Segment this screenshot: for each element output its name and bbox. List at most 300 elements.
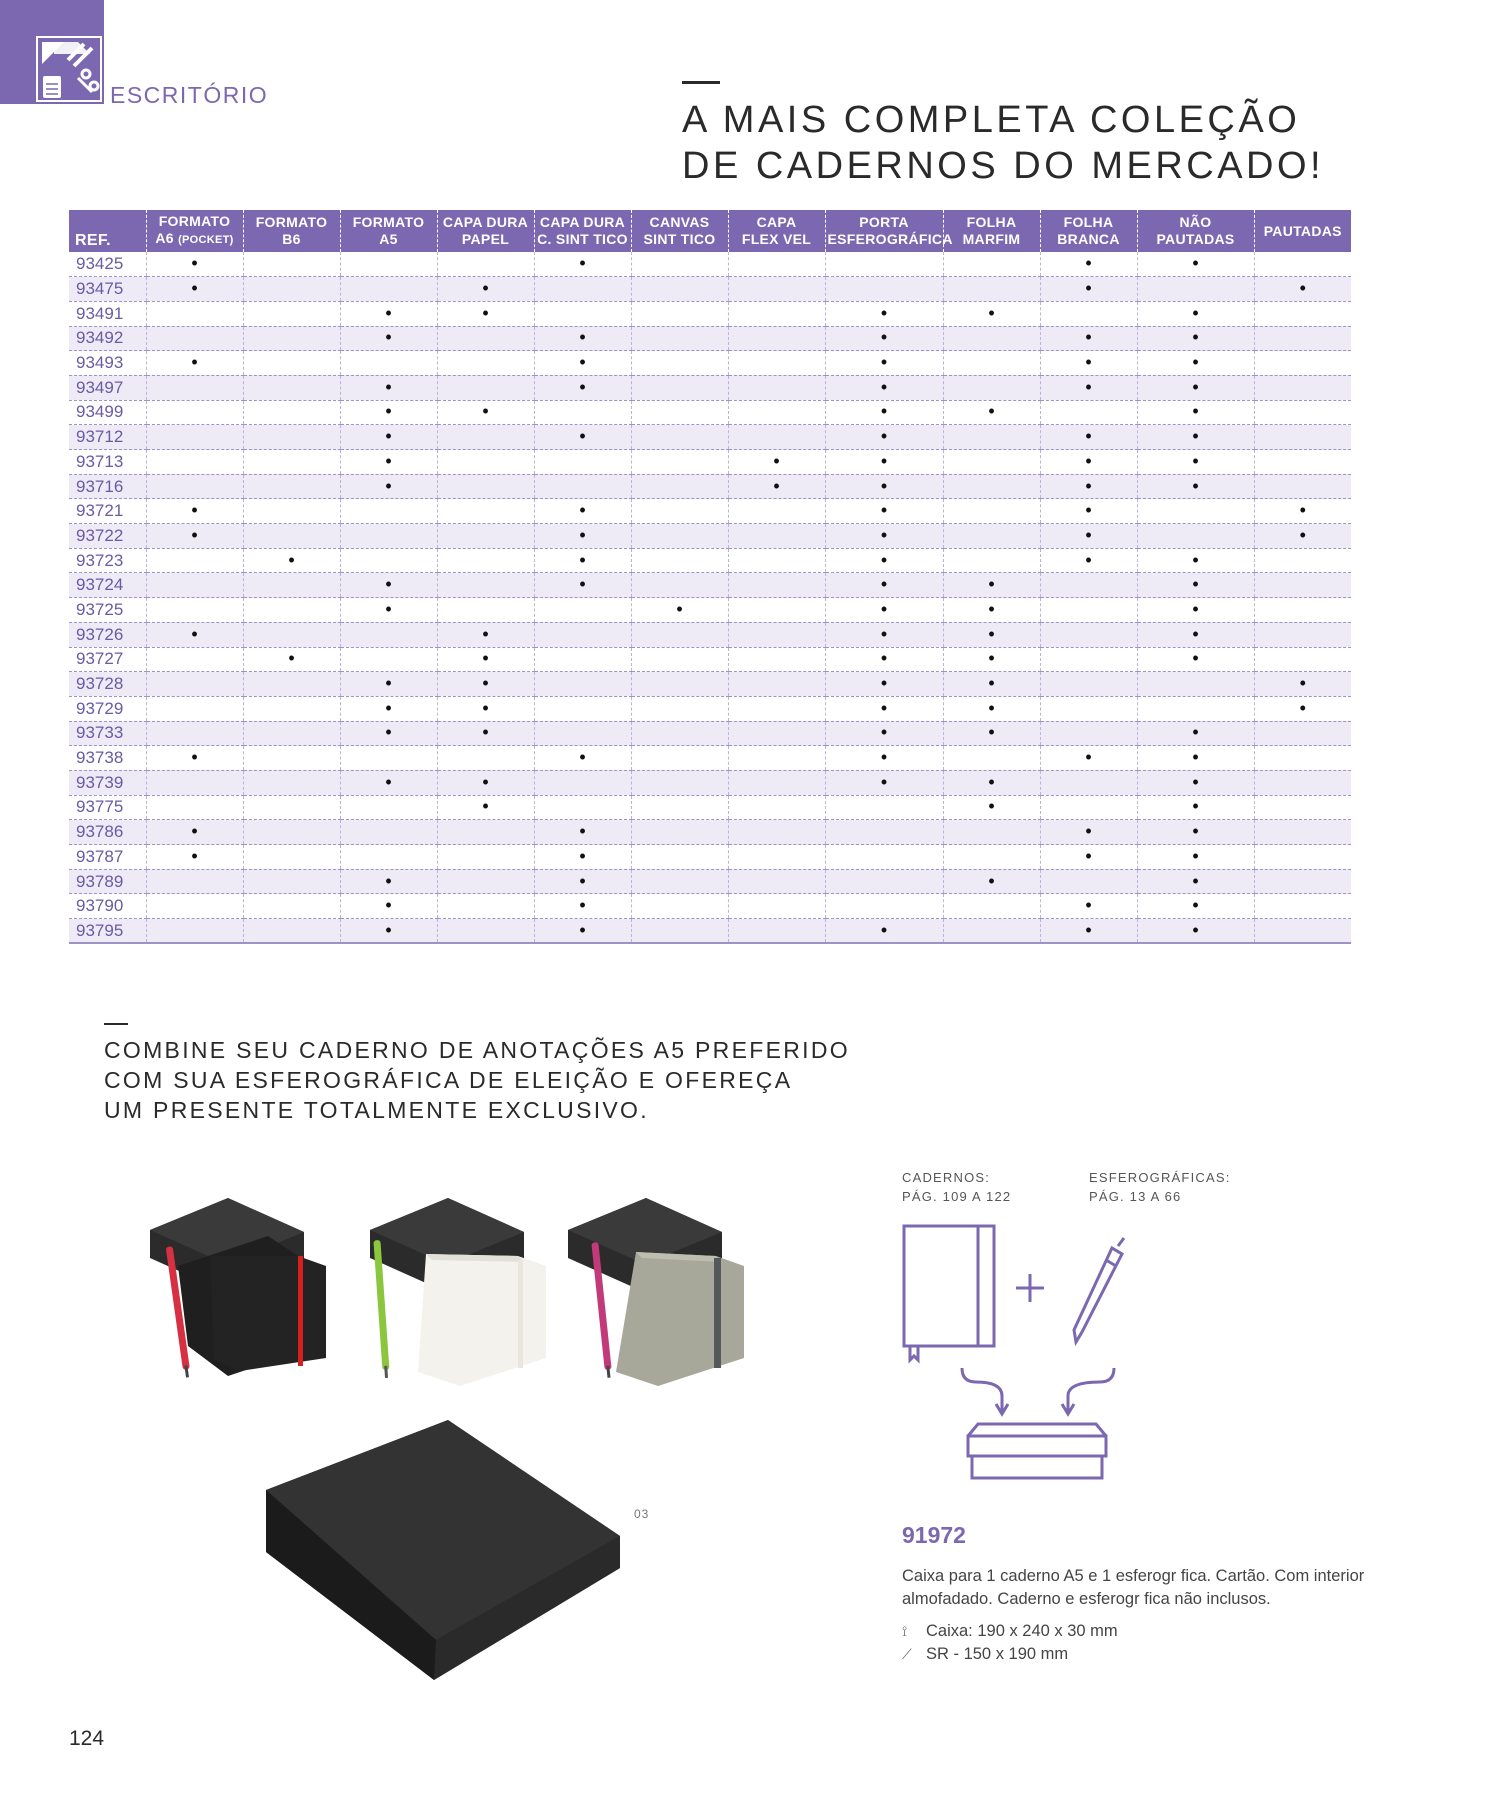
feature-cell <box>1040 598 1137 623</box>
feature-cell <box>1254 400 1351 425</box>
feature-mark: • <box>1192 253 1199 274</box>
ref-cell: 93733 <box>69 721 146 746</box>
feature-cell <box>243 746 340 771</box>
feature-mark: • <box>1085 821 1092 842</box>
feature-cell <box>146 326 243 351</box>
feature-cell <box>825 721 943 746</box>
feature-cell <box>340 696 437 721</box>
feature-mark: • <box>385 870 392 891</box>
table-row <box>69 400 1351 425</box>
feature-cell <box>1254 375 1351 400</box>
feature-cell <box>1137 622 1254 647</box>
feature-cell <box>631 845 728 870</box>
feature-cell <box>1254 573 1351 598</box>
feature-cell <box>437 375 534 400</box>
features-table <box>69 210 1351 944</box>
feature-mark: • <box>880 450 888 471</box>
feature-cell <box>943 375 1040 400</box>
feature-cell <box>1040 277 1137 302</box>
feature-cell <box>534 400 631 425</box>
feature-cell <box>1137 770 1254 795</box>
notebooks-ref-label: CADERNOS: <box>902 1170 991 1185</box>
feature-cell <box>631 598 728 623</box>
feature-cell <box>1040 425 1137 450</box>
feature-cell <box>1137 252 1254 277</box>
feature-cell <box>146 375 243 400</box>
feature-cell <box>437 400 534 425</box>
feature-mark: • <box>385 697 392 718</box>
combine-line-2: COM SUA ESFEROGRÁFICA DE ELEIÇÃO E OFEREÇA <box>104 1067 793 1093</box>
ref-cell: 93713 <box>69 450 146 475</box>
combine-diagram <box>896 1218 1156 1493</box>
feature-cell <box>728 795 825 820</box>
feature-cell <box>437 326 534 351</box>
feature-cell <box>243 548 340 573</box>
feature-cell <box>534 598 631 623</box>
feature-cell <box>728 548 825 573</box>
feature-cell <box>728 400 825 425</box>
feature-cell <box>1040 548 1137 573</box>
feature-cell <box>534 277 631 302</box>
feature-mark: • <box>482 401 489 422</box>
feature-cell <box>534 622 631 647</box>
feature-cell <box>1254 770 1351 795</box>
feature-cell <box>1254 598 1351 623</box>
feature-cell <box>1137 894 1254 919</box>
feature-cell <box>1254 795 1351 820</box>
feature-mark: • <box>385 895 392 916</box>
feature-cell <box>943 548 1040 573</box>
feature-mark: • <box>880 401 888 422</box>
column-header-line-1: CAPA DURA <box>442 214 529 230</box>
feature-cell <box>243 573 340 598</box>
feature-cell <box>825 622 943 647</box>
feature-cell <box>631 375 728 400</box>
feature-cell <box>146 869 243 894</box>
feature-cell <box>243 845 340 870</box>
feature-mark: • <box>988 574 995 595</box>
feature-cell <box>1040 375 1137 400</box>
feature-cell <box>1040 820 1137 845</box>
feature-cell <box>534 425 631 450</box>
feature-cell <box>825 820 943 845</box>
ref-cell: 93789 <box>69 869 146 894</box>
feature-mark: • <box>1085 475 1092 496</box>
feature-mark: • <box>1085 919 1092 940</box>
ref-cell: 93497 <box>69 375 146 400</box>
table-row <box>69 450 1351 475</box>
feature-cell <box>1040 326 1137 351</box>
feature-mark: • <box>579 821 586 842</box>
feature-cell <box>825 425 943 450</box>
feature-cell <box>943 696 1040 721</box>
feature-cell <box>728 375 825 400</box>
feature-cell <box>728 696 825 721</box>
feature-mark: • <box>579 919 586 940</box>
feature-mark: • <box>482 796 489 817</box>
feature-cell <box>825 524 943 549</box>
feature-mark: • <box>1192 450 1199 471</box>
feature-mark: • <box>385 450 392 471</box>
feature-cell <box>1137 845 1254 870</box>
feature-cell <box>825 894 943 919</box>
feature-mark: • <box>880 352 888 373</box>
feature-mark: • <box>1085 278 1092 299</box>
column-header-line-1: FORMATO <box>255 214 328 230</box>
feature-cell <box>534 450 631 475</box>
feature-cell <box>631 795 728 820</box>
feature-cell <box>631 548 728 573</box>
feature-cell <box>146 919 243 944</box>
column-header-line-2: B6 <box>282 231 301 247</box>
feature-mark: • <box>880 426 888 447</box>
feature-mark: • <box>1192 376 1199 397</box>
feature-cell <box>1137 696 1254 721</box>
ref-cell: 93492 <box>69 326 146 351</box>
feature-mark: • <box>1192 549 1199 570</box>
feature-cell <box>728 351 825 376</box>
column-header-line-2: SINT TICO <box>643 231 716 247</box>
feature-mark: • <box>385 327 392 348</box>
feature-cell <box>437 301 534 326</box>
feature-cell <box>825 746 943 771</box>
feature-cell <box>1137 277 1254 302</box>
table-row <box>69 746 1351 771</box>
ref-cell: 93738 <box>69 746 146 771</box>
feature-cell <box>534 820 631 845</box>
feature-cell <box>534 326 631 351</box>
feature-cell <box>631 696 728 721</box>
feature-mark: • <box>191 623 198 644</box>
feature-mark: • <box>1192 623 1199 644</box>
feature-cell <box>1040 696 1137 721</box>
headline-line-1: A MAIS COMPLETA COLEÇÃO <box>682 99 1301 141</box>
gift-box-icon <box>968 1424 1106 1478</box>
feature-cell <box>1137 598 1254 623</box>
feature-cell <box>243 647 340 672</box>
feature-cell <box>243 351 340 376</box>
feature-cell <box>534 474 631 499</box>
table-row <box>69 524 1351 549</box>
feature-cell <box>1254 894 1351 919</box>
feature-mark: • <box>579 845 586 866</box>
feature-cell <box>146 474 243 499</box>
table-row <box>69 770 1351 795</box>
feature-cell <box>1137 820 1254 845</box>
feature-cell <box>243 672 340 697</box>
feature-mark: • <box>773 475 780 496</box>
feature-cell <box>825 598 943 623</box>
ref-cell: 93727 <box>69 647 146 672</box>
column-header-note: (POCKET) <box>178 234 234 246</box>
feature-cell <box>943 647 1040 672</box>
feature-cell <box>1137 400 1254 425</box>
feature-mark: • <box>880 771 888 792</box>
feature-mark: • <box>1192 870 1199 891</box>
feature-cell <box>146 894 243 919</box>
feature-cell <box>340 425 437 450</box>
feature-cell <box>437 499 534 524</box>
feature-cell <box>534 524 631 549</box>
feature-cell <box>943 301 1040 326</box>
feature-cell <box>825 696 943 721</box>
column-header <box>146 210 243 252</box>
feature-mark: • <box>1192 598 1199 619</box>
ref-cell: 93795 <box>69 919 146 944</box>
feature-cell <box>437 548 534 573</box>
feature-mark: • <box>988 722 995 743</box>
table-row <box>69 894 1351 919</box>
feature-cell <box>631 351 728 376</box>
feature-mark: • <box>1085 747 1092 768</box>
table-row <box>69 548 1351 573</box>
feature-cell <box>437 721 534 746</box>
column-header-line-2: MARFIM <box>962 231 1021 247</box>
feature-cell <box>943 770 1040 795</box>
feature-mark: • <box>482 722 489 743</box>
feature-cell <box>1254 845 1351 870</box>
feature-cell <box>631 622 728 647</box>
feature-cell <box>631 919 728 944</box>
column-header-line-1: PORTA <box>859 214 909 230</box>
feature-cell <box>243 894 340 919</box>
feature-mark: • <box>1192 475 1199 496</box>
pens-ref-label: ESFEROGRÁFICAS: <box>1089 1170 1231 1185</box>
feature-cell <box>1040 845 1137 870</box>
feature-cell <box>728 499 825 524</box>
feature-cell <box>728 301 825 326</box>
pens-ref <box>1089 1168 1231 1206</box>
feature-cell <box>1040 770 1137 795</box>
box-size-spec <box>902 1622 1118 1641</box>
feature-cell <box>146 598 243 623</box>
feature-mark: • <box>1085 845 1092 866</box>
feature-cell <box>943 524 1040 549</box>
feature-mark: • <box>579 426 586 447</box>
feature-cell <box>1254 252 1351 277</box>
feature-mark: • <box>191 278 198 299</box>
feature-cell <box>437 524 534 549</box>
feature-mark: • <box>880 623 888 644</box>
feature-cell <box>340 252 437 277</box>
feature-mark: • <box>1192 648 1199 669</box>
feature-mark: • <box>988 673 995 694</box>
feature-cell <box>146 301 243 326</box>
feature-cell <box>943 746 1040 771</box>
feature-cell <box>1040 647 1137 672</box>
print-area-spec <box>902 1645 1068 1664</box>
feature-mark: • <box>191 500 198 521</box>
feature-cell <box>631 869 728 894</box>
table-row <box>69 573 1351 598</box>
feature-cell <box>437 919 534 944</box>
feature-mark: • <box>385 376 392 397</box>
feature-cell <box>1137 524 1254 549</box>
feature-mark: • <box>579 352 586 373</box>
ref-cell: 93790 <box>69 894 146 919</box>
feature-cell <box>1254 672 1351 697</box>
feature-cell <box>340 770 437 795</box>
feature-mark: • <box>579 549 586 570</box>
feature-mark: • <box>1192 327 1199 348</box>
feature-cell <box>534 351 631 376</box>
feature-mark: • <box>988 870 995 891</box>
table-row <box>69 869 1351 894</box>
feature-cell <box>1040 400 1137 425</box>
column-header-line-1: REF. <box>75 232 111 249</box>
feature-cell <box>1254 425 1351 450</box>
feature-mark: • <box>988 302 995 323</box>
feature-cell <box>825 548 943 573</box>
feature-cell <box>146 351 243 376</box>
feature-cell <box>825 499 943 524</box>
feature-mark: • <box>1192 919 1199 940</box>
feature-cell <box>1040 474 1137 499</box>
feature-cell <box>728 524 825 549</box>
feature-cell <box>243 450 340 475</box>
feature-cell <box>943 672 1040 697</box>
feature-cell <box>340 894 437 919</box>
feature-cell <box>1254 548 1351 573</box>
feature-cell <box>943 795 1040 820</box>
feature-mark: • <box>880 475 888 496</box>
feature-cell <box>340 499 437 524</box>
headline-rule <box>682 81 720 84</box>
feature-cell <box>340 524 437 549</box>
feature-cell <box>1254 277 1351 302</box>
table-row <box>69 647 1351 672</box>
product-photo-black-white <box>368 1196 552 1386</box>
column-header <box>728 210 825 252</box>
feature-cell <box>631 474 728 499</box>
feature-cell <box>437 598 534 623</box>
feature-cell <box>340 474 437 499</box>
feature-mark: • <box>579 327 586 348</box>
feature-cell <box>146 721 243 746</box>
feature-mark: • <box>880 919 888 940</box>
feature-cell <box>943 326 1040 351</box>
table-row <box>69 425 1351 450</box>
feature-cell <box>631 647 728 672</box>
feature-cell <box>1137 450 1254 475</box>
feature-mark: • <box>1085 352 1092 373</box>
feature-cell <box>534 252 631 277</box>
ref-cell: 93723 <box>69 548 146 573</box>
feature-mark: • <box>482 697 489 718</box>
feature-cell <box>146 450 243 475</box>
feature-cell <box>1254 869 1351 894</box>
table-body <box>69 252 1351 943</box>
table-row <box>69 499 1351 524</box>
feature-cell <box>437 474 534 499</box>
feature-cell <box>1137 869 1254 894</box>
feature-mark: • <box>880 327 888 348</box>
feature-cell <box>534 548 631 573</box>
feature-mark: • <box>482 302 489 323</box>
feature-cell <box>1254 721 1351 746</box>
feature-cell <box>340 845 437 870</box>
feature-cell <box>631 326 728 351</box>
column-header-line-2: A5 <box>379 231 398 247</box>
table-row <box>69 672 1351 697</box>
feature-cell <box>728 277 825 302</box>
feature-cell <box>437 696 534 721</box>
feature-cell <box>825 301 943 326</box>
feature-cell <box>340 721 437 746</box>
feature-cell <box>146 845 243 870</box>
feature-cell <box>631 573 728 598</box>
feature-cell <box>1254 696 1351 721</box>
feature-mark: • <box>579 253 586 274</box>
combine-rule <box>104 1023 128 1025</box>
ref-cell: 93786 <box>69 820 146 845</box>
headline-line-2: DE CADERNOS DO MERCADO! <box>682 145 1325 187</box>
table-row <box>69 474 1351 499</box>
column-header-line-2: FLEX VEL <box>741 231 812 247</box>
feature-cell <box>146 672 243 697</box>
feature-mark: • <box>1192 771 1199 792</box>
dimensions-icon: ⟟ <box>902 1623 908 1639</box>
feature-cell <box>728 919 825 944</box>
feature-cell <box>1137 721 1254 746</box>
feature-cell <box>437 746 534 771</box>
feature-cell <box>825 845 943 870</box>
feature-cell <box>340 400 437 425</box>
feature-cell <box>340 820 437 845</box>
feature-mark: • <box>676 598 683 619</box>
feature-cell <box>146 499 243 524</box>
feature-cell <box>243 425 340 450</box>
product-photo-gift-box <box>258 1418 628 1698</box>
feature-mark: • <box>988 796 995 817</box>
feature-mark: • <box>1299 278 1306 299</box>
feature-cell <box>1137 301 1254 326</box>
feature-cell <box>437 622 534 647</box>
table-row <box>69 795 1351 820</box>
feature-cell <box>243 869 340 894</box>
feature-cell <box>728 672 825 697</box>
feature-mark: • <box>773 450 780 471</box>
feature-cell <box>1040 869 1137 894</box>
feature-cell <box>631 400 728 425</box>
feature-mark: • <box>1085 895 1092 916</box>
feature-mark: • <box>880 697 888 718</box>
feature-cell <box>631 499 728 524</box>
feature-cell <box>728 721 825 746</box>
ref-cell: 93724 <box>69 573 146 598</box>
feature-mark: • <box>579 500 586 521</box>
feature-cell <box>340 795 437 820</box>
ref-cell: 93729 <box>69 696 146 721</box>
feature-cell <box>340 277 437 302</box>
feature-cell <box>825 474 943 499</box>
feature-cell <box>631 425 728 450</box>
feature-cell <box>631 301 728 326</box>
feature-mark: • <box>579 870 586 891</box>
feature-mark: • <box>579 895 586 916</box>
feature-mark: • <box>385 673 392 694</box>
feature-cell <box>146 770 243 795</box>
column-header <box>340 210 437 252</box>
feature-cell <box>340 573 437 598</box>
feature-mark: • <box>988 598 995 619</box>
photo-code: 03 <box>634 1507 650 1521</box>
feature-mark: • <box>880 747 888 768</box>
table-row <box>69 598 1351 623</box>
feature-cell <box>631 746 728 771</box>
feature-cell <box>243 400 340 425</box>
plus-icon <box>1016 1274 1044 1302</box>
